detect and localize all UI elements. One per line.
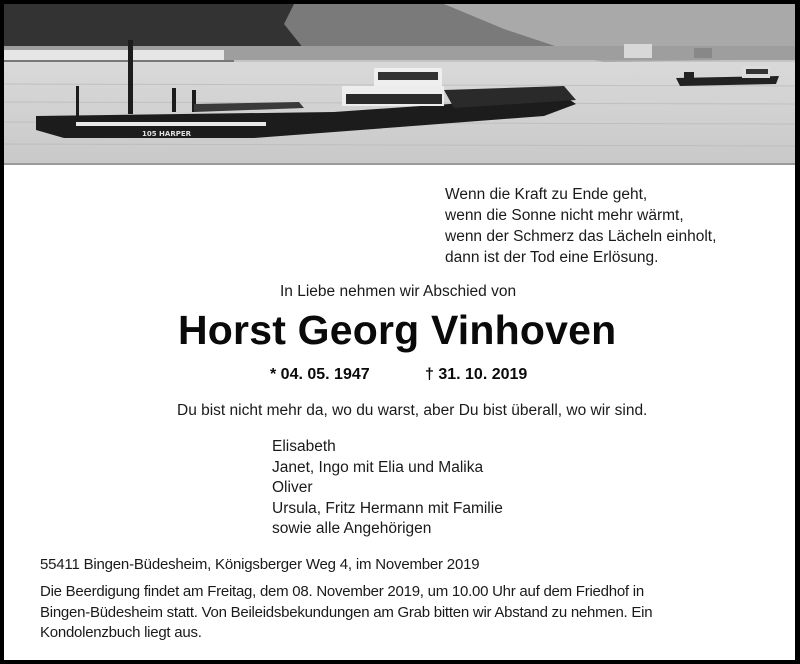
poem-line: Wenn die Kraft zu Ende geht, [445,186,648,203]
funeral-info [40,582,760,644]
memorial-quote: Du bist nicht mehr da, wo du warst, aber Du bist überall, wo wir sind. [177,402,648,419]
mourner: Elisabeth [272,438,336,455]
deceased-name: Horst Georg Vinhoven [178,307,617,353]
mourner: Ursula, Fritz Hermann mit Familie [272,499,503,517]
mourner: Oliver [272,479,313,497]
barge-photo [4,4,795,165]
poem-line: wenn die Sonne nicht mehr wärmt, [445,207,684,224]
birth-date: * 04. 05. 1947 [270,366,370,383]
death-date: † 31. 10. 2019 [425,366,528,383]
intro-text: In Liebe nehmen wir Abschied von [280,283,517,300]
poem-line: wenn der Schmerz das Lächeln einholt, [445,228,717,245]
funeral-line: Die Beerdigung findet am Freitag, dem 08. November 2019, um 10.00 Uhr auf dem Friedhof in [40,583,644,600]
mourners-list [272,437,503,540]
poem-line: dann ist der Tod eine Erlösung. [445,249,659,266]
obituary-notice [4,4,795,660]
funeral-line: Bingen-Büdesheim statt. Von Beileidsbekundungen am Grab bitten wir Abstand zu nehmen. Ein [40,603,653,621]
poem [445,184,716,268]
funeral-line: Kondolenzbuch liegt aus. [40,624,202,641]
mourner: sowie alle Angehörigen [272,520,432,538]
address-line: 55411 Bingen-Büdesheim, Königsberger Weg 4, im November 2019 [40,556,480,573]
hull-marking: 105 HARPER [142,130,192,138]
mourner: Janet, Ingo mit Elia und Malika [272,458,484,476]
